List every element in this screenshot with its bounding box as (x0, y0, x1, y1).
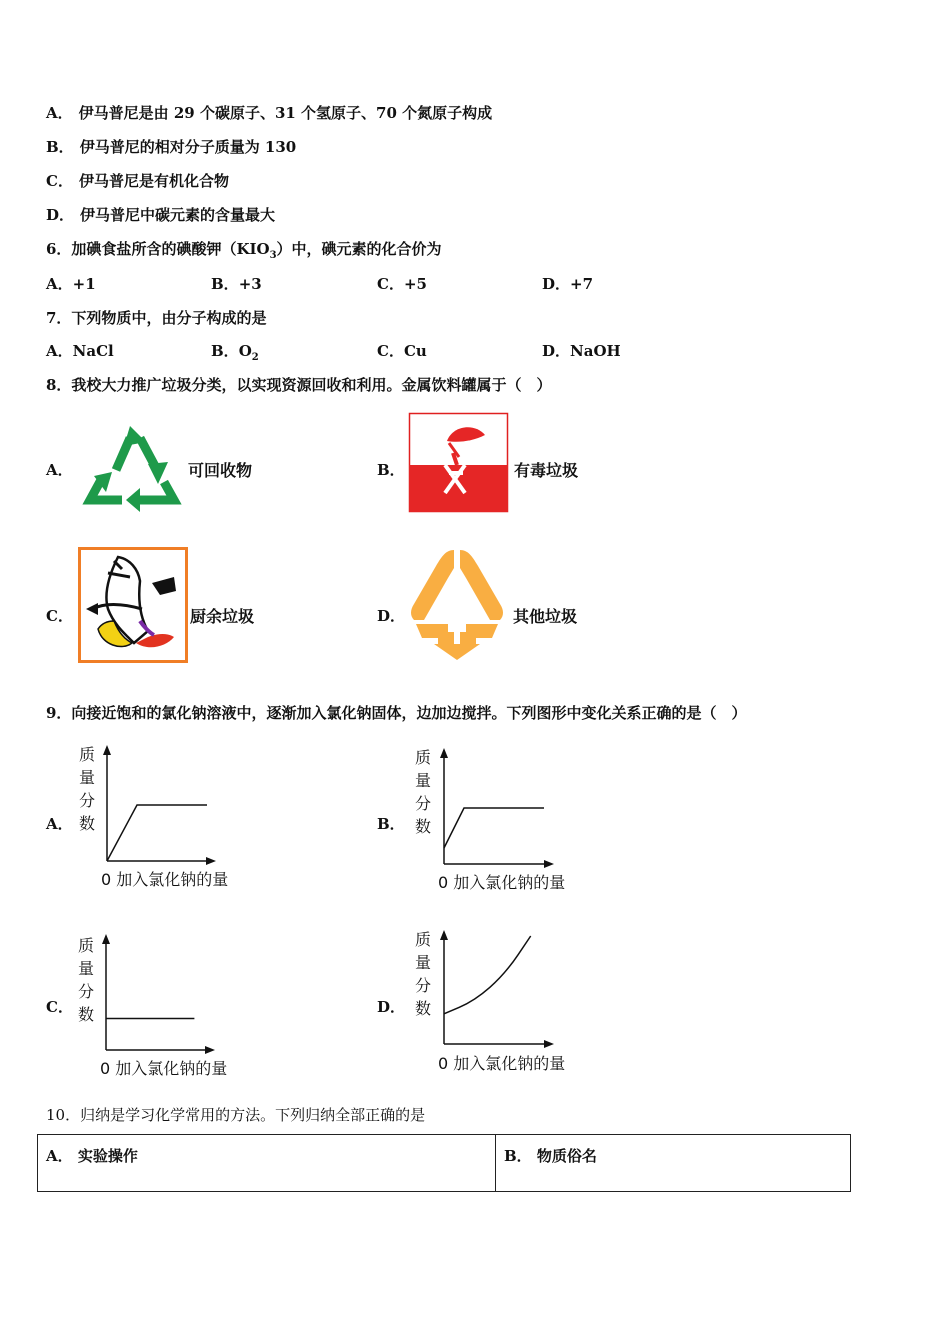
chart-b-series-line (444, 808, 544, 848)
chart-a-x-label: 0 加入氯化钠的量 (101, 870, 229, 889)
chart-b-x-label: 0 加入氯化钠的量 (438, 873, 566, 892)
q10-stem: 10．归纳是学习化学常用的方法。下列归纳全部正确的是 (46, 1106, 426, 1124)
q7-option-a: A．NaCl (46, 342, 114, 360)
chart-a-y-arrow (103, 745, 111, 755)
chart-c-x-label: 0 加入氯化钠的量 (100, 1059, 228, 1078)
chart-d-x-arrow (544, 1040, 554, 1048)
chart-b-y-arrow (440, 748, 448, 758)
q8-option-a-caption: 可回收物 (188, 461, 253, 480)
chart-a-x-arrow (206, 857, 216, 865)
q5-option-d: D． 伊马普尼中碳元素的含量最大 (46, 206, 276, 224)
q8-option-b-caption: 有毒垃圾 (514, 461, 579, 480)
q8-option-c-caption: 厨余垃圾 (190, 607, 255, 626)
q9-option-b-key: B． (377, 815, 405, 833)
chart-b-x-arrow (544, 860, 554, 868)
chart-d-plot (436, 930, 558, 1052)
chart-a-y-label: 质 量 分 数 (78, 745, 95, 833)
chart-d-y-arrow (440, 930, 448, 940)
chart-d-y-label: 质 量 分 数 (414, 930, 431, 1018)
q6-option-d: D．+7 (542, 275, 594, 293)
q6-stem: 6．加碘食盐所含的碘酸钾$(KIO_3)$中，碘元素的化合价为 (46, 240, 442, 261)
q6-option-a: A．+1 (46, 275, 96, 293)
q5-option-a: A． 伊马普尼是由 29 个碳原子、31 个氢原子、70 个氮原子构成 (46, 104, 493, 122)
recycle-icon (78, 420, 188, 518)
chart-c-y-arrow (102, 934, 110, 944)
q7-option-c: C．Cu (377, 342, 427, 360)
chart-b-y-label: 质 量 分 数 (414, 748, 431, 836)
chart-c-x-arrow (205, 1046, 215, 1054)
other-waste-icon (408, 548, 506, 662)
q8-option-c-key: C． (46, 607, 73, 625)
q8-option-b-key: B． (377, 461, 405, 479)
chart-a-plot (100, 745, 220, 867)
chart-c-plot (99, 934, 221, 1056)
q8-option-d-caption: 其他垃圾 (513, 607, 578, 626)
q9-stem: 9．向接近饱和的氯化钠溶液中，逐渐加入氯化钠固体，边加边搅拌。下列图形中变化关系正确的是（ ） (46, 704, 747, 722)
q8-option-a-key: A． (46, 461, 73, 479)
q10-cell-b: B． 物质俗名 (496, 1135, 851, 1192)
chart-d-series-curve (444, 936, 531, 1014)
q5-option-c: C． 伊马普尼是有机化合物 (46, 172, 229, 190)
q9-option-d-key: D． (377, 998, 406, 1016)
q7-stem: 7．下列物质中，由分子构成的是 (46, 309, 267, 327)
chart-c-y-label: 质 量 分 数 (77, 936, 94, 1024)
chart-a-series-line (107, 805, 207, 861)
q8-stem: 8．我校大力推广垃圾分类，以实现资源回收和利用。金属饮料罐属于（ ） (46, 376, 552, 394)
q6-option-c: C．+5 (377, 275, 427, 293)
chart-b-plot (436, 748, 558, 870)
q7-option-b: B．$O_2$ (211, 342, 259, 363)
q6-option-b: B．+3 (211, 275, 262, 293)
kitchen-waste-icon (78, 547, 188, 663)
q9-option-c-key: C． (46, 998, 73, 1016)
q5-option-b: B． 伊马普尼的相对分子质量为 130 (46, 138, 297, 156)
q10-cell-a: A． 实验操作 (38, 1135, 496, 1192)
chart-d-x-label: 0 加入氯化钠的量 (438, 1054, 566, 1073)
q7-option-d: D．NaOH (542, 342, 621, 360)
q10-table (37, 1134, 851, 1192)
q9-option-a-key: A． (46, 815, 73, 833)
toxic-waste-icon (409, 413, 508, 512)
q8-option-d-key: D． (377, 607, 406, 625)
